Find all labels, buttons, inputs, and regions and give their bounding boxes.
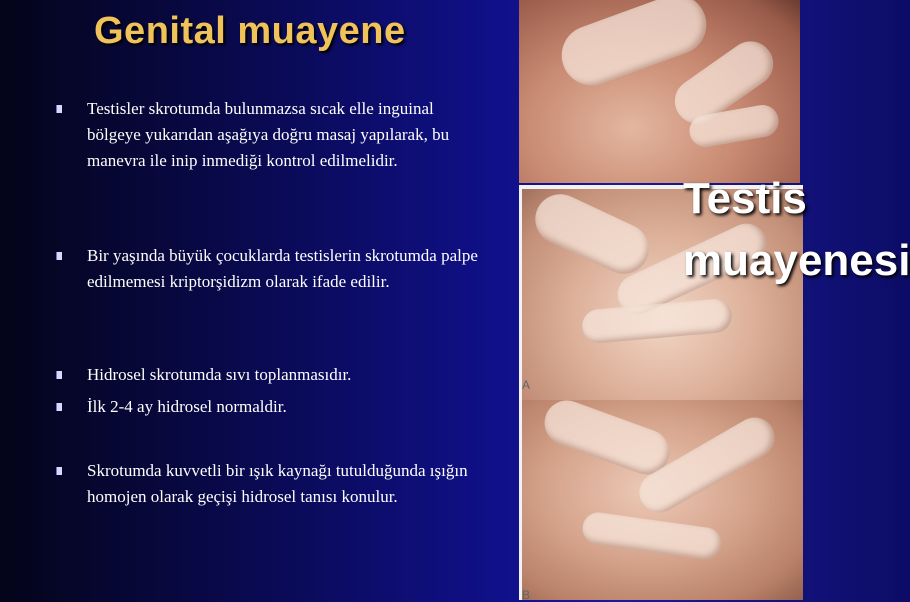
bullet-item — [56, 96, 486, 174]
bullet-marker-icon — [56, 252, 62, 260]
bullet-text: Bir yaşında büyük çocuklarda testislerin skrotumda palpe edilmemesi kriptorşidizm olarak ifade edilir. — [87, 246, 478, 291]
photo-label-a: A — [522, 378, 531, 392]
bullet-text: Skrotumda kuvvetli bir ışık kaynağı tutulduğunda ışığın homojen olarak geçişi hidrosel tanısı konulur. — [87, 461, 468, 506]
side-label: Testis muayenesi — [683, 174, 910, 285]
bullet-item — [56, 243, 486, 295]
bullet-text: Hidrosel skrotumda sıvı toplanmasıdır. — [87, 365, 352, 384]
bullet-marker-icon — [56, 467, 62, 475]
bullet-text: İlk 2-4 ay hidrosel normaldir. — [87, 397, 287, 416]
bullet-marker-icon — [56, 105, 62, 113]
bullet-marker-icon — [56, 403, 62, 411]
bullet-item — [56, 394, 486, 420]
slide-title: Genital muayene — [94, 10, 406, 52]
bullet-item — [56, 458, 486, 510]
bullet-marker-icon — [56, 371, 62, 379]
bullet-item — [56, 362, 486, 388]
bullet-text: Testisler skrotumda bulunmazsa sıcak elle inguinal bölgeye yukarıdan aşağıya doğru masaj yapılarak, bu manevra ile inip inmediği kontrol edilmelidir. — [87, 99, 450, 170]
photo-label-b: B — [522, 588, 531, 602]
exam-photo-b — [519, 400, 803, 600]
exam-photo-top — [519, 0, 800, 183]
